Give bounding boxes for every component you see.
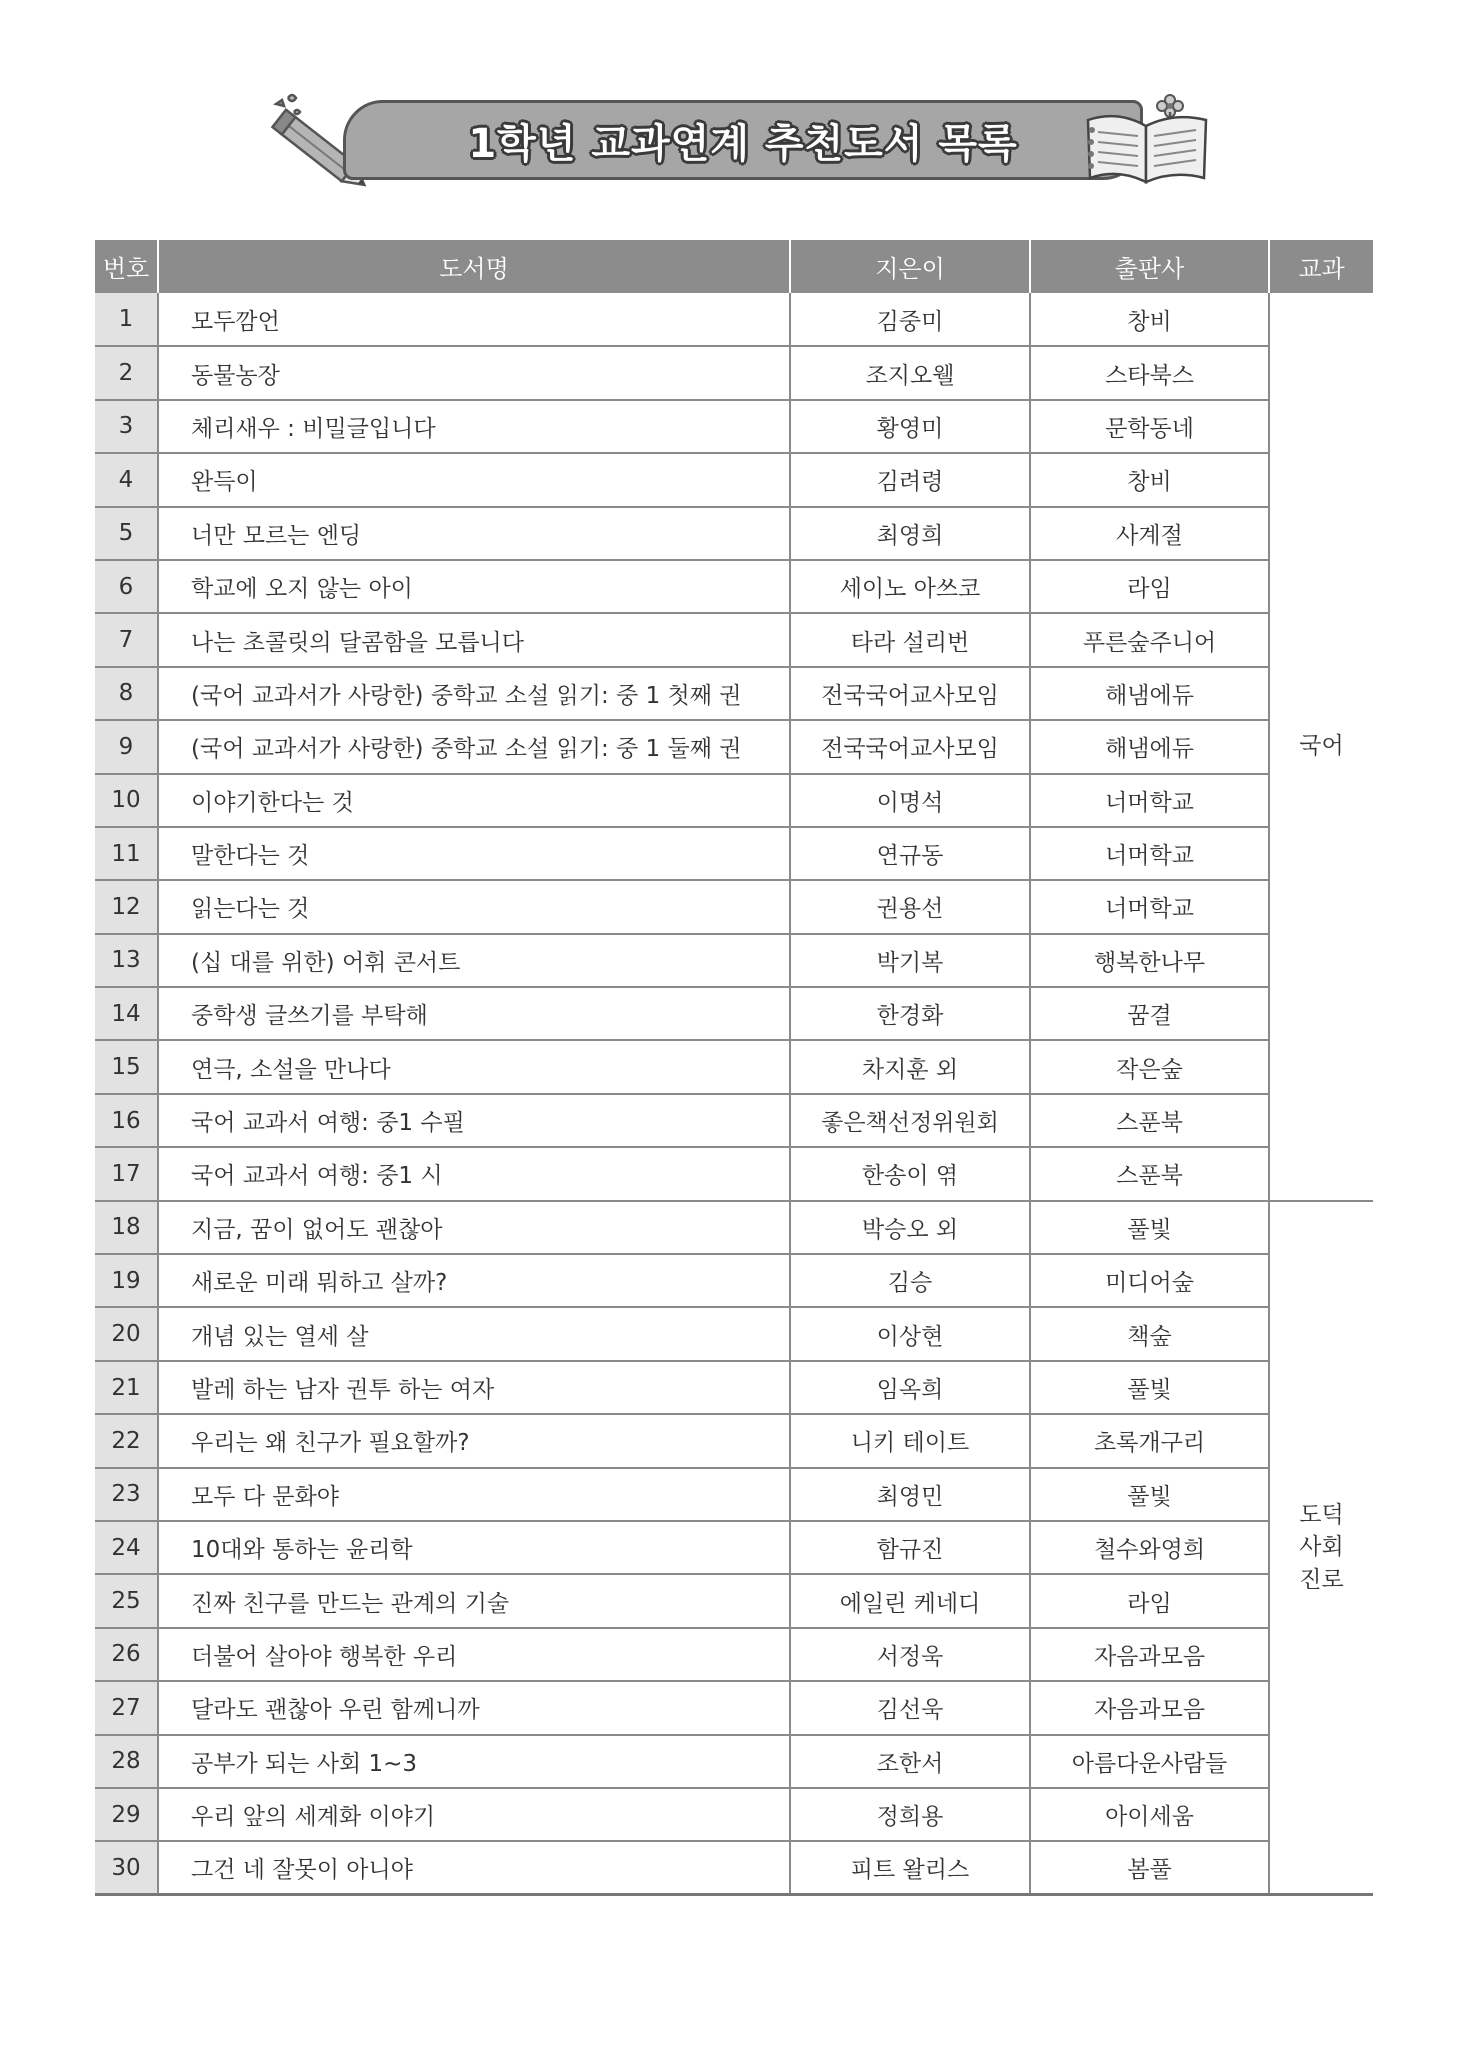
table-row (95, 1574, 1373, 1627)
book-list-table (95, 240, 1373, 1896)
book-publisher: 너머학교 (1030, 774, 1269, 827)
book-publisher: 해냄에듀 (1030, 720, 1269, 773)
row-number: 23 (95, 1468, 158, 1521)
book-author: 황영미 (790, 400, 1030, 453)
book-title: 국어 교과서 여행: 중1 수필 (158, 1094, 790, 1147)
book-title: 이야기한다는 것 (158, 774, 790, 827)
book-publisher: 스푼북 (1030, 1147, 1269, 1200)
table-row (95, 1094, 1373, 1147)
book-title: 국어 교과서 여행: 중1 시 (158, 1147, 790, 1200)
book-title: 학교에 오지 않는 아이 (158, 560, 790, 613)
book-author: 최영민 (790, 1468, 1030, 1521)
table-row (95, 1788, 1373, 1841)
book-author: 서정욱 (790, 1628, 1030, 1681)
header-number: 번호 (95, 240, 158, 293)
row-number: 1 (95, 293, 158, 346)
table-row (95, 774, 1373, 827)
book-title: 모두 다 문화야 (158, 1468, 790, 1521)
row-number: 24 (95, 1521, 158, 1574)
row-number: 30 (95, 1841, 158, 1894)
table-row (95, 560, 1373, 613)
table-row (95, 1841, 1373, 1894)
table-row (95, 400, 1373, 453)
header-subject: 교과 (1269, 240, 1373, 293)
book-publisher: 풀빛 (1030, 1468, 1269, 1521)
row-number: 9 (95, 720, 158, 773)
row-number: 22 (95, 1414, 158, 1467)
book-title: 읽는다는 것 (158, 880, 790, 933)
row-number: 11 (95, 827, 158, 880)
book-title: 완득이 (158, 453, 790, 506)
header-title: 도서명 (158, 240, 790, 293)
book-title: (십 대를 위한) 어휘 콘서트 (158, 934, 790, 987)
book-author: 세이노 아쓰코 (790, 560, 1030, 613)
table-row (95, 293, 1373, 346)
table-row (95, 1361, 1373, 1414)
book-author: 김승 (790, 1254, 1030, 1307)
book-title: 너만 모르는 엔딩 (158, 507, 790, 560)
book-title: 모두깜언 (158, 293, 790, 346)
title-banner (258, 90, 1218, 190)
table-row (95, 1040, 1373, 1093)
table-row (95, 507, 1373, 560)
book-author: 박승오 외 (790, 1201, 1030, 1254)
table-row (95, 1681, 1373, 1734)
book-publisher: 행복한나무 (1030, 934, 1269, 987)
table-row (95, 613, 1373, 666)
book-author: 에일린 케네디 (790, 1574, 1030, 1627)
row-number: 5 (95, 507, 158, 560)
row-number: 15 (95, 1040, 158, 1093)
subject-label: 국어 (1299, 733, 1344, 760)
book-author: 전국국어교사모임 (790, 667, 1030, 720)
book-author: 임옥희 (790, 1361, 1030, 1414)
book-author: 김중미 (790, 293, 1030, 346)
row-number: 8 (95, 667, 158, 720)
book-publisher: 창비 (1030, 293, 1269, 346)
book-author: 피트 왈리스 (790, 1841, 1030, 1894)
subject-cell (1269, 1201, 1373, 1895)
book-title: (국어 교과서가 사랑한) 중학교 소설 읽기: 중 1 첫째 권 (158, 667, 790, 720)
book-author: 차지훈 외 (790, 1040, 1030, 1093)
book-author: 김선욱 (790, 1681, 1030, 1734)
open-book-icon (1078, 90, 1218, 190)
book-author: 좋은책선정위원회 (790, 1094, 1030, 1147)
table-row (95, 720, 1373, 773)
book-title: 체리새우 : 비밀글입니다 (158, 400, 790, 453)
table-row (95, 1147, 1373, 1200)
subject-label: 진로 (1299, 1566, 1344, 1593)
book-publisher: 사계절 (1030, 507, 1269, 560)
book-publisher: 창비 (1030, 453, 1269, 506)
book-publisher: 풀빛 (1030, 1361, 1269, 1414)
table-row (95, 1735, 1373, 1788)
book-author: 한경화 (790, 987, 1030, 1040)
subject-label: 도덕 (1299, 1502, 1344, 1529)
book-publisher: 철수와영희 (1030, 1521, 1269, 1574)
book-publisher: 너머학교 (1030, 827, 1269, 880)
book-publisher: 해냄에듀 (1030, 667, 1269, 720)
book-title: 우리는 왜 친구가 필요할까? (158, 1414, 790, 1467)
book-title: 개념 있는 열세 살 (158, 1307, 790, 1360)
table-row (95, 1201, 1373, 1254)
book-title: 동물농장 (158, 346, 790, 399)
book-title: 새로운 미래 뭐하고 살까? (158, 1254, 790, 1307)
table-row (95, 827, 1373, 880)
book-publisher: 스푼북 (1030, 1094, 1269, 1147)
book-title: 발레 하는 남자 권투 하는 여자 (158, 1361, 790, 1414)
table-header-row (95, 240, 1373, 293)
book-author: 이상현 (790, 1307, 1030, 1360)
row-number: 26 (95, 1628, 158, 1681)
table-row (95, 1521, 1373, 1574)
page-title: 1학년 교과연계 추천도서 목록 (468, 120, 1018, 167)
book-title: 진짜 친구를 만드는 관계의 기술 (158, 1574, 790, 1627)
row-number: 18 (95, 1201, 158, 1254)
book-publisher: 풀빛 (1030, 1201, 1269, 1254)
header-author: 지은이 (790, 240, 1030, 293)
book-author: 한송이 엮 (790, 1147, 1030, 1200)
row-number: 20 (95, 1307, 158, 1360)
book-publisher: 작은숲 (1030, 1040, 1269, 1093)
book-author: 니키 테이트 (790, 1414, 1030, 1467)
book-author: 조한서 (790, 1735, 1030, 1788)
book-publisher: 미디어숲 (1030, 1254, 1269, 1307)
table-row (95, 1254, 1373, 1307)
book-title: 나는 초콜릿의 달콤함을 모릅니다 (158, 613, 790, 666)
row-number: 16 (95, 1094, 158, 1147)
row-number: 17 (95, 1147, 158, 1200)
row-number: 7 (95, 613, 158, 666)
book-author: 함규진 (790, 1521, 1030, 1574)
table-row (95, 1468, 1373, 1521)
row-number: 14 (95, 987, 158, 1040)
subject-label: 사회 (1299, 1534, 1344, 1561)
table-row (95, 1307, 1373, 1360)
table-row (95, 934, 1373, 987)
row-number: 19 (95, 1254, 158, 1307)
table-row (95, 987, 1373, 1040)
book-publisher: 너머학교 (1030, 880, 1269, 933)
row-number: 21 (95, 1361, 158, 1414)
book-author: 권용선 (790, 880, 1030, 933)
book-publisher: 아이세움 (1030, 1788, 1269, 1841)
book-title: 그건 네 잘못이 아니야 (158, 1841, 790, 1894)
book-publisher: 꿈결 (1030, 987, 1269, 1040)
banner-box (343, 100, 1143, 180)
row-number: 10 (95, 774, 158, 827)
row-number: 25 (95, 1574, 158, 1627)
table-row (95, 453, 1373, 506)
book-title: 연극, 소설을 만나다 (158, 1040, 790, 1093)
book-author: 정희용 (790, 1788, 1030, 1841)
book-author: 최영희 (790, 507, 1030, 560)
table-body (95, 293, 1373, 1895)
book-author: 이명석 (790, 774, 1030, 827)
book-publisher: 푸른숲주니어 (1030, 613, 1269, 666)
book-title: 우리 앞의 세계화 이야기 (158, 1788, 790, 1841)
book-title: 더불어 살아야 행복한 우리 (158, 1628, 790, 1681)
book-author: 타라 설리번 (790, 613, 1030, 666)
row-number: 29 (95, 1788, 158, 1841)
row-number: 6 (95, 560, 158, 613)
book-title: (국어 교과서가 사랑한) 중학교 소설 읽기: 중 1 둘째 권 (158, 720, 790, 773)
book-author: 박기복 (790, 934, 1030, 987)
row-number: 28 (95, 1735, 158, 1788)
book-publisher: 자음과모음 (1030, 1681, 1269, 1734)
table-row (95, 1628, 1373, 1681)
book-title: 말한다는 것 (158, 827, 790, 880)
subject-cell (1269, 293, 1373, 1201)
book-title: 달라도 괜찮아 우린 함께니까 (158, 1681, 790, 1734)
book-publisher: 라임 (1030, 560, 1269, 613)
book-publisher: 문학동네 (1030, 400, 1269, 453)
row-number: 2 (95, 346, 158, 399)
book-publisher: 봄풀 (1030, 1841, 1269, 1894)
book-publisher: 아름다운사람들 (1030, 1735, 1269, 1788)
book-publisher: 스타북스 (1030, 346, 1269, 399)
book-author: 조지오웰 (790, 346, 1030, 399)
row-number: 27 (95, 1681, 158, 1734)
table-row (95, 1414, 1373, 1467)
book-publisher: 책숲 (1030, 1307, 1269, 1360)
header-publisher: 출판사 (1030, 240, 1269, 293)
book-title: 10대와 통하는 윤리학 (158, 1521, 790, 1574)
book-publisher: 초록개구리 (1030, 1414, 1269, 1467)
book-publisher: 라임 (1030, 1574, 1269, 1627)
row-number: 3 (95, 400, 158, 453)
table-row (95, 880, 1373, 933)
book-title: 공부가 되는 사회 1~3 (158, 1735, 790, 1788)
book-title: 지금, 꿈이 없어도 괜찮아 (158, 1201, 790, 1254)
book-author: 연규동 (790, 827, 1030, 880)
row-number: 4 (95, 453, 158, 506)
book-publisher: 자음과모음 (1030, 1628, 1269, 1681)
row-number: 13 (95, 934, 158, 987)
row-number: 12 (95, 880, 158, 933)
book-title: 중학생 글쓰기를 부탁해 (158, 987, 790, 1040)
book-author: 김려령 (790, 453, 1030, 506)
table-row (95, 667, 1373, 720)
book-author: 전국국어교사모임 (790, 720, 1030, 773)
table-row (95, 346, 1373, 399)
